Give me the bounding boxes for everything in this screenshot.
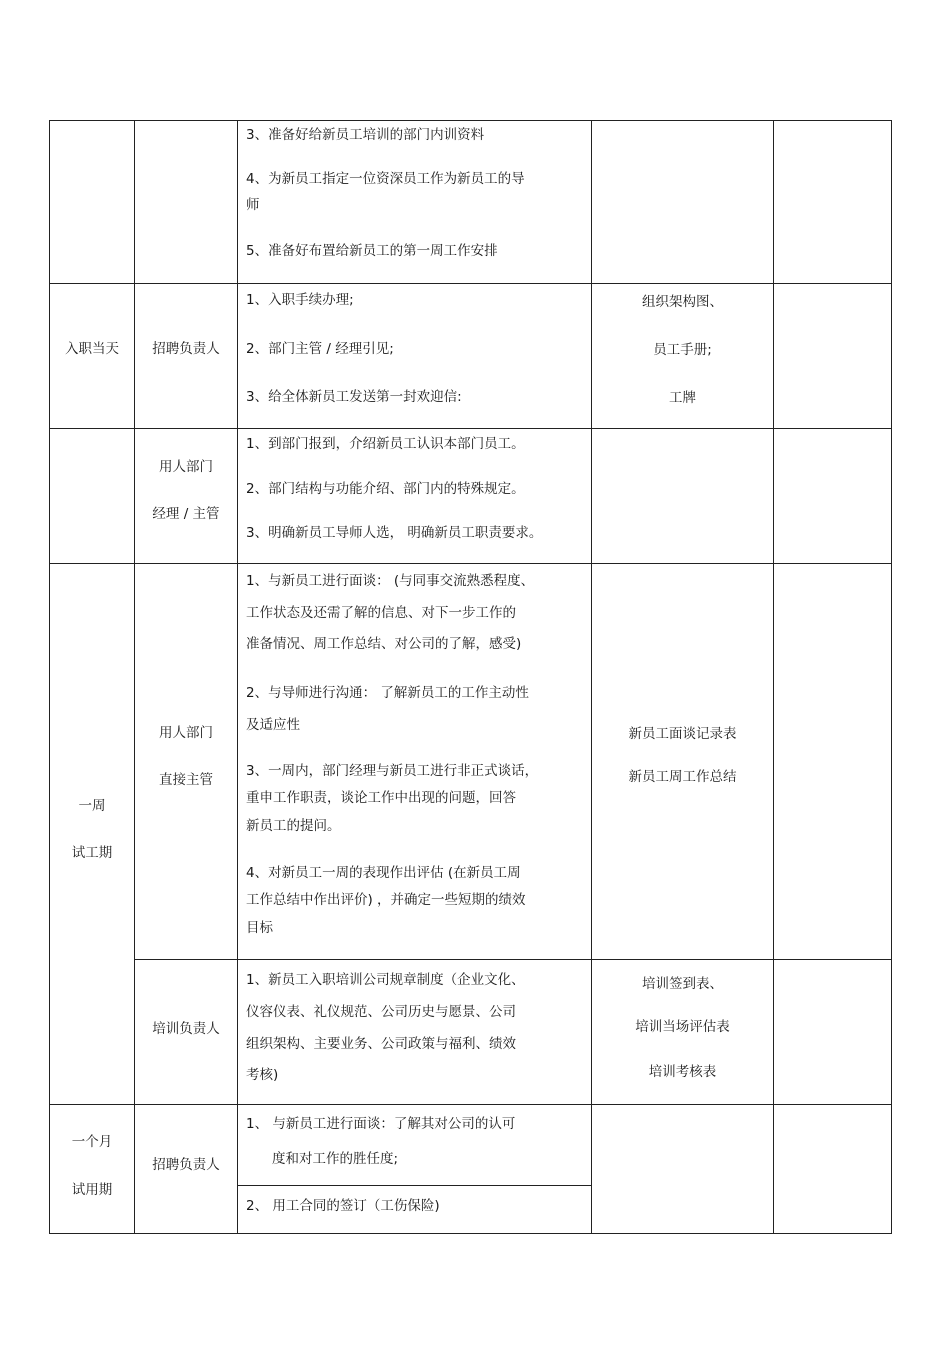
task-item: 师 (246, 197, 260, 213)
task-item: 3、准备好给新员工培训的部门内训资料 (246, 127, 485, 143)
remark-cell (774, 284, 892, 429)
owner-label: 招聘负责人 (152, 341, 220, 357)
doc-label: 组织架构图、 (642, 294, 723, 310)
owner-cell (135, 284, 238, 429)
stage-label: 一周 (78, 798, 106, 814)
owner-label: 经理 / 主管 (152, 506, 220, 522)
owner-label: 招聘负责人 (152, 1157, 220, 1173)
stage-cell (50, 121, 135, 284)
task-item: 2、与导师进行沟通： 了解新员工的工作主动性 (246, 685, 529, 701)
task-item: 4、为新员工指定一位资深员工作为新员工的导 (246, 171, 525, 187)
owner-cell (135, 1105, 238, 1234)
task-item: 3、给全体新员工发送第一封欢迎信: (246, 389, 462, 405)
owner-cell (135, 960, 238, 1105)
remark-cell (774, 121, 892, 284)
doc-label: 培训考核表 (648, 1064, 717, 1080)
task-item: 仪容仪表、礼仪规范、公司历史与愿景、公司 (246, 1004, 516, 1020)
doc-label: 培训签到表、 (642, 976, 723, 992)
items-cell (238, 564, 592, 960)
doc-label: 员工手册; (653, 342, 712, 358)
docs-cell (592, 960, 774, 1105)
task-item: 工作总结中作出评价) ，并确定一些短期的绩效 (246, 892, 526, 908)
owner-cell (135, 121, 238, 284)
table-row (50, 1105, 892, 1234)
task-item: 目标 (246, 920, 273, 936)
doc-label: 培训当场评估表 (635, 1019, 730, 1035)
items-cell (238, 429, 592, 564)
doc-label: 工牌 (669, 390, 696, 406)
table-row (50, 960, 892, 1105)
task-item: 重申工作职责，谈论工作中出现的问题，回答 (246, 790, 516, 806)
table-row (50, 121, 892, 284)
remark-cell (774, 1105, 892, 1234)
task-item: 1、新员工入职培训公司规章制度（企业文化、 (246, 972, 525, 988)
task-item: 新员工的提问。 (246, 818, 341, 834)
docs-cell (592, 284, 774, 429)
task-item: 2、 用工合同的签订（工伤保险) (246, 1198, 440, 1214)
docs-cell (592, 564, 774, 960)
remark-cell (774, 960, 892, 1105)
table-row (50, 284, 892, 429)
task-item: 3、一周内，部门经理与新员工进行非正式谈话， (246, 763, 539, 779)
task-item: 1、与新员工进行面谈： (与同事交流熟悉程度、 (246, 573, 535, 589)
stage-label: 一个月 (71, 1134, 113, 1150)
docs-cell (592, 1105, 774, 1234)
task-item: 1、 与新员工进行面谈：了解其对公司的认可 (246, 1116, 516, 1132)
doc-label: 新员工面谈记录表 (628, 726, 737, 742)
task-item: 3、明确新员工导师人选， 明确新员工职责要求。 (246, 525, 543, 541)
remark-cell (774, 429, 892, 564)
remark-cell (774, 564, 892, 960)
owner-cell (135, 564, 238, 960)
items-cell (238, 1105, 592, 1234)
items-cell (238, 960, 592, 1105)
owner-label: 培训负责人 (152, 1021, 220, 1037)
doc-label: 新员工周工作总结 (628, 769, 737, 785)
task-item: 考核) (246, 1067, 279, 1083)
task-item: 及适应性 (246, 717, 300, 733)
stage-label: 试用期 (71, 1182, 113, 1198)
docs-cell (592, 121, 774, 284)
task-item: 4、对新员工一周的表现作出评估 (在新员工周 (246, 865, 521, 881)
stage-label: 试工期 (71, 845, 113, 861)
task-item: 2、部门结构与功能介绍、部门内的特殊规定。 (246, 481, 525, 497)
task-item: 5、准备好布置给新员工的第一周工作安排 (246, 243, 498, 259)
items-cell (238, 284, 592, 429)
task-item: 组织架构、主要业务、公司政策与福利、绩效 (246, 1036, 516, 1052)
stage-cell (50, 564, 135, 1105)
stage-cell (50, 284, 135, 429)
task-item: 1、到部门报到，介绍新员工认识本部门员工。 (246, 436, 525, 452)
table-row (50, 429, 892, 564)
task-item: 准备情况、周工作总结、对公司的了解，感受) (246, 636, 522, 652)
onboarding-table (49, 120, 892, 1234)
table-row (50, 564, 892, 960)
stage-label: 入职当天 (65, 341, 119, 357)
task-item: 1、入职手续办理; (246, 292, 354, 308)
owner-label: 用人部门 (159, 725, 213, 741)
task-item: 度和对工作的胜任度; (272, 1151, 399, 1167)
stage-cell (50, 429, 135, 564)
items-cell (238, 121, 592, 284)
owner-cell (135, 429, 238, 564)
owner-label: 用人部门 (159, 459, 213, 475)
owner-label: 直接主管 (159, 772, 213, 788)
cell-divider (238, 1185, 591, 1186)
docs-cell (592, 429, 774, 564)
task-item: 工作状态及还需了解的信息、对下一步工作的 (246, 605, 516, 621)
stage-cell (50, 1105, 135, 1234)
task-item: 2、部门主管 / 经理引见; (246, 341, 394, 357)
